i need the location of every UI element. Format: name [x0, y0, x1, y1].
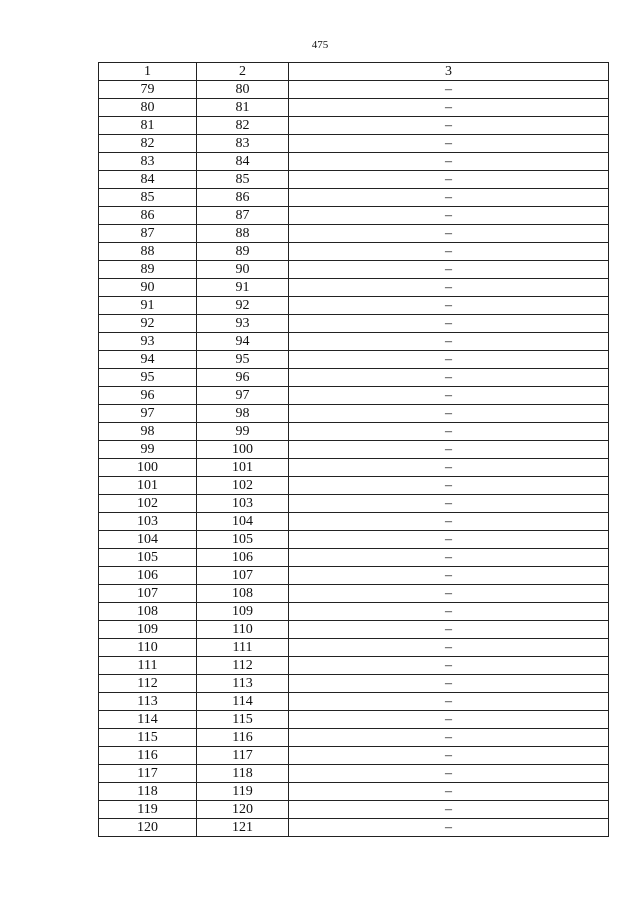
table-cell-col-2: 91: [197, 279, 289, 297]
table-cell-col-2: 83: [197, 135, 289, 153]
table-cell-col-2: 81: [197, 99, 289, 117]
table-row: [99, 801, 609, 819]
table-row: [99, 675, 609, 693]
table-row: [99, 153, 609, 171]
table-cell-col-1: 119: [99, 801, 197, 819]
table-cell-col-3: –: [289, 243, 609, 261]
table-cell-col-3: –: [289, 819, 609, 837]
table-cell-col-2: 97: [197, 387, 289, 405]
table-row: [99, 747, 609, 765]
table-cell-col-3: –: [289, 171, 609, 189]
table-row: [99, 765, 609, 783]
header-row: [99, 63, 609, 81]
table-cell-col-1: 88: [99, 243, 197, 261]
table-row: [99, 603, 609, 621]
table-cell-col-3: –: [289, 351, 609, 369]
table-cell-col-3: –: [289, 585, 609, 603]
table-cell-col-2: 104: [197, 513, 289, 531]
table-cell-col-2: 99: [197, 423, 289, 441]
table-cell-col-1: 95: [99, 369, 197, 387]
table-cell-col-2: 118: [197, 765, 289, 783]
table-cell-col-3: –: [289, 189, 609, 207]
table-cell-col-2: 87: [197, 207, 289, 225]
table-cell-col-1: 96: [99, 387, 197, 405]
table-cell-col-1: 113: [99, 693, 197, 711]
table-cell-col-1: 98: [99, 423, 197, 441]
table-row: [99, 585, 609, 603]
table-cell-col-1: 82: [99, 135, 197, 153]
table-cell-col-1: 116: [99, 747, 197, 765]
table-cell-col-2: 84: [197, 153, 289, 171]
table-cell-col-3: –: [289, 405, 609, 423]
table-cell-col-2: 116: [197, 729, 289, 747]
table-cell-col-3: –: [289, 729, 609, 747]
table-cell-col-2: 119: [197, 783, 289, 801]
table-row: [99, 243, 609, 261]
table-cell-col-2: 94: [197, 333, 289, 351]
table-cell-col-1: 85: [99, 189, 197, 207]
table-cell-col-1: 84: [99, 171, 197, 189]
table-cell-col-1: 117: [99, 765, 197, 783]
table-cell-col-1: 114: [99, 711, 197, 729]
table-row: [99, 639, 609, 657]
table-cell-col-1: 99: [99, 441, 197, 459]
table-cell-col-3: –: [289, 675, 609, 693]
table-cell-col-2: 82: [197, 117, 289, 135]
table-cell-col-2: 96: [197, 369, 289, 387]
table-cell-col-2: 89: [197, 243, 289, 261]
table-body: [99, 81, 609, 837]
table-row: [99, 477, 609, 495]
table-row: [99, 189, 609, 207]
table-cell-col-1: 90: [99, 279, 197, 297]
table-row: [99, 333, 609, 351]
table-row: [99, 81, 609, 99]
table-cell-col-3: –: [289, 459, 609, 477]
table-cell-col-1: 106: [99, 567, 197, 585]
table-cell-col-2: 107: [197, 567, 289, 585]
table-cell-col-2: 88: [197, 225, 289, 243]
table-row: [99, 369, 609, 387]
table-cell-col-3: –: [289, 603, 609, 621]
table-cell-col-3: –: [289, 513, 609, 531]
table-cell-col-2: 120: [197, 801, 289, 819]
table-cell-col-3: –: [289, 567, 609, 585]
table-cell-col-3: –: [289, 801, 609, 819]
table-cell-col-2: 98: [197, 405, 289, 423]
table-cell-col-3: –: [289, 783, 609, 801]
table-cell-col-2: 106: [197, 549, 289, 567]
table-cell-col-3: –: [289, 693, 609, 711]
table-cell-col-1: 118: [99, 783, 197, 801]
table-cell-col-3: –: [289, 81, 609, 99]
table-cell-col-3: –: [289, 297, 609, 315]
table-cell-col-2: 92: [197, 297, 289, 315]
table-cell-col-3: –: [289, 333, 609, 351]
table-cell-col-3: –: [289, 477, 609, 495]
table-cell-col-1: 112: [99, 675, 197, 693]
table-cell-col-2: 108: [197, 585, 289, 603]
table-row: [99, 657, 609, 675]
table-cell-col-1: 94: [99, 351, 197, 369]
table-row: [99, 567, 609, 585]
table-cell-col-1: 92: [99, 315, 197, 333]
table-row: [99, 387, 609, 405]
table-cell-col-2: 93: [197, 315, 289, 333]
table-cell-col-2: 101: [197, 459, 289, 477]
table-cell-col-3: –: [289, 153, 609, 171]
table-cell-col-2: 103: [197, 495, 289, 513]
table-cell-col-3: –: [289, 207, 609, 225]
table-cell-col-3: –: [289, 495, 609, 513]
table-row: [99, 621, 609, 639]
table-cell-col-1: 81: [99, 117, 197, 135]
table-cell-col-3: –: [289, 387, 609, 405]
table-cell-col-1: 101: [99, 477, 197, 495]
table-cell-col-3: –: [289, 225, 609, 243]
table-row: [99, 117, 609, 135]
table-cell-col-1: 80: [99, 99, 197, 117]
table-row: [99, 207, 609, 225]
table-row: [99, 495, 609, 513]
table-cell-col-3: –: [289, 549, 609, 567]
table-cell-col-3: –: [289, 765, 609, 783]
table-cell-col-1: 102: [99, 495, 197, 513]
table-row: [99, 819, 609, 837]
table-cell-col-3: –: [289, 441, 609, 459]
table-cell-col-1: 93: [99, 333, 197, 351]
table-cell-col-2: 113: [197, 675, 289, 693]
table-cell-col-3: –: [289, 99, 609, 117]
table-cell-col-1: 110: [99, 639, 197, 657]
table-cell-col-3: –: [289, 639, 609, 657]
table-row: [99, 549, 609, 567]
table-row: [99, 279, 609, 297]
table-row: [99, 99, 609, 117]
table-row: [99, 135, 609, 153]
page-number: 475: [311, 39, 329, 51]
table-cell-col-2: 85: [197, 171, 289, 189]
table-row: [99, 693, 609, 711]
table-cell-col-1: 111: [99, 657, 197, 675]
table-cell-col-3: –: [289, 747, 609, 765]
table-cell-col-2: 114: [197, 693, 289, 711]
table-row: [99, 513, 609, 531]
table-cell-col-3: –: [289, 711, 609, 729]
table-cell-col-2: 95: [197, 351, 289, 369]
table-cell-col-3: –: [289, 531, 609, 549]
column-header-1: 1: [99, 63, 197, 81]
table-cell-col-3: –: [289, 621, 609, 639]
table-cell-col-2: 102: [197, 477, 289, 495]
column-header-3: 3: [289, 63, 609, 81]
table-cell-col-1: 97: [99, 405, 197, 423]
table-cell-col-2: 105: [197, 531, 289, 549]
table-cell-col-2: 117: [197, 747, 289, 765]
table-row: [99, 783, 609, 801]
table-cell-col-3: –: [289, 135, 609, 153]
table-cell-col-1: 100: [99, 459, 197, 477]
table-cell-col-1: 91: [99, 297, 197, 315]
table-cell-col-2: 112: [197, 657, 289, 675]
table-cell-col-2: 109: [197, 603, 289, 621]
table-cell-col-3: –: [289, 423, 609, 441]
table-row: [99, 261, 609, 279]
table-row: [99, 459, 609, 477]
table-cell-col-3: –: [289, 279, 609, 297]
table-cell-col-1: 89: [99, 261, 197, 279]
table-cell-col-1: 83: [99, 153, 197, 171]
table-cell-col-2: 90: [197, 261, 289, 279]
table-cell-col-1: 87: [99, 225, 197, 243]
table-cell-col-1: 105: [99, 549, 197, 567]
table-cell-col-1: 109: [99, 621, 197, 639]
table-cell-col-1: 108: [99, 603, 197, 621]
table-row: [99, 441, 609, 459]
table-row: [99, 225, 609, 243]
table-cell-col-1: 120: [99, 819, 197, 837]
table-cell-col-1: 107: [99, 585, 197, 603]
table-row: [99, 297, 609, 315]
table-cell-col-2: 80: [197, 81, 289, 99]
table-cell-col-1: 79: [99, 81, 197, 99]
table-cell-col-1: 86: [99, 207, 197, 225]
table-cell-col-3: –: [289, 117, 609, 135]
table-cell-col-2: 121: [197, 819, 289, 837]
table-row: [99, 405, 609, 423]
column-header-2: 2: [197, 63, 289, 81]
table-cell-col-2: 110: [197, 621, 289, 639]
table-cell-col-3: –: [289, 657, 609, 675]
table-cell-col-1: 104: [99, 531, 197, 549]
table-row: [99, 171, 609, 189]
table-row: [99, 729, 609, 747]
table-cell-col-2: 115: [197, 711, 289, 729]
table-row: [99, 315, 609, 333]
table-cell-col-2: 86: [197, 189, 289, 207]
table-cell-col-3: –: [289, 315, 609, 333]
table-cell-col-1: 115: [99, 729, 197, 747]
table-cell-col-2: 100: [197, 441, 289, 459]
table-row: [99, 711, 609, 729]
table-cell-col-1: 103: [99, 513, 197, 531]
table-cell-col-2: 111: [197, 639, 289, 657]
table-cell-col-3: –: [289, 369, 609, 387]
table-row: [99, 531, 609, 549]
table-row: [99, 351, 609, 369]
table-cell-col-3: –: [289, 261, 609, 279]
data-table: [98, 62, 609, 837]
table-row: [99, 423, 609, 441]
